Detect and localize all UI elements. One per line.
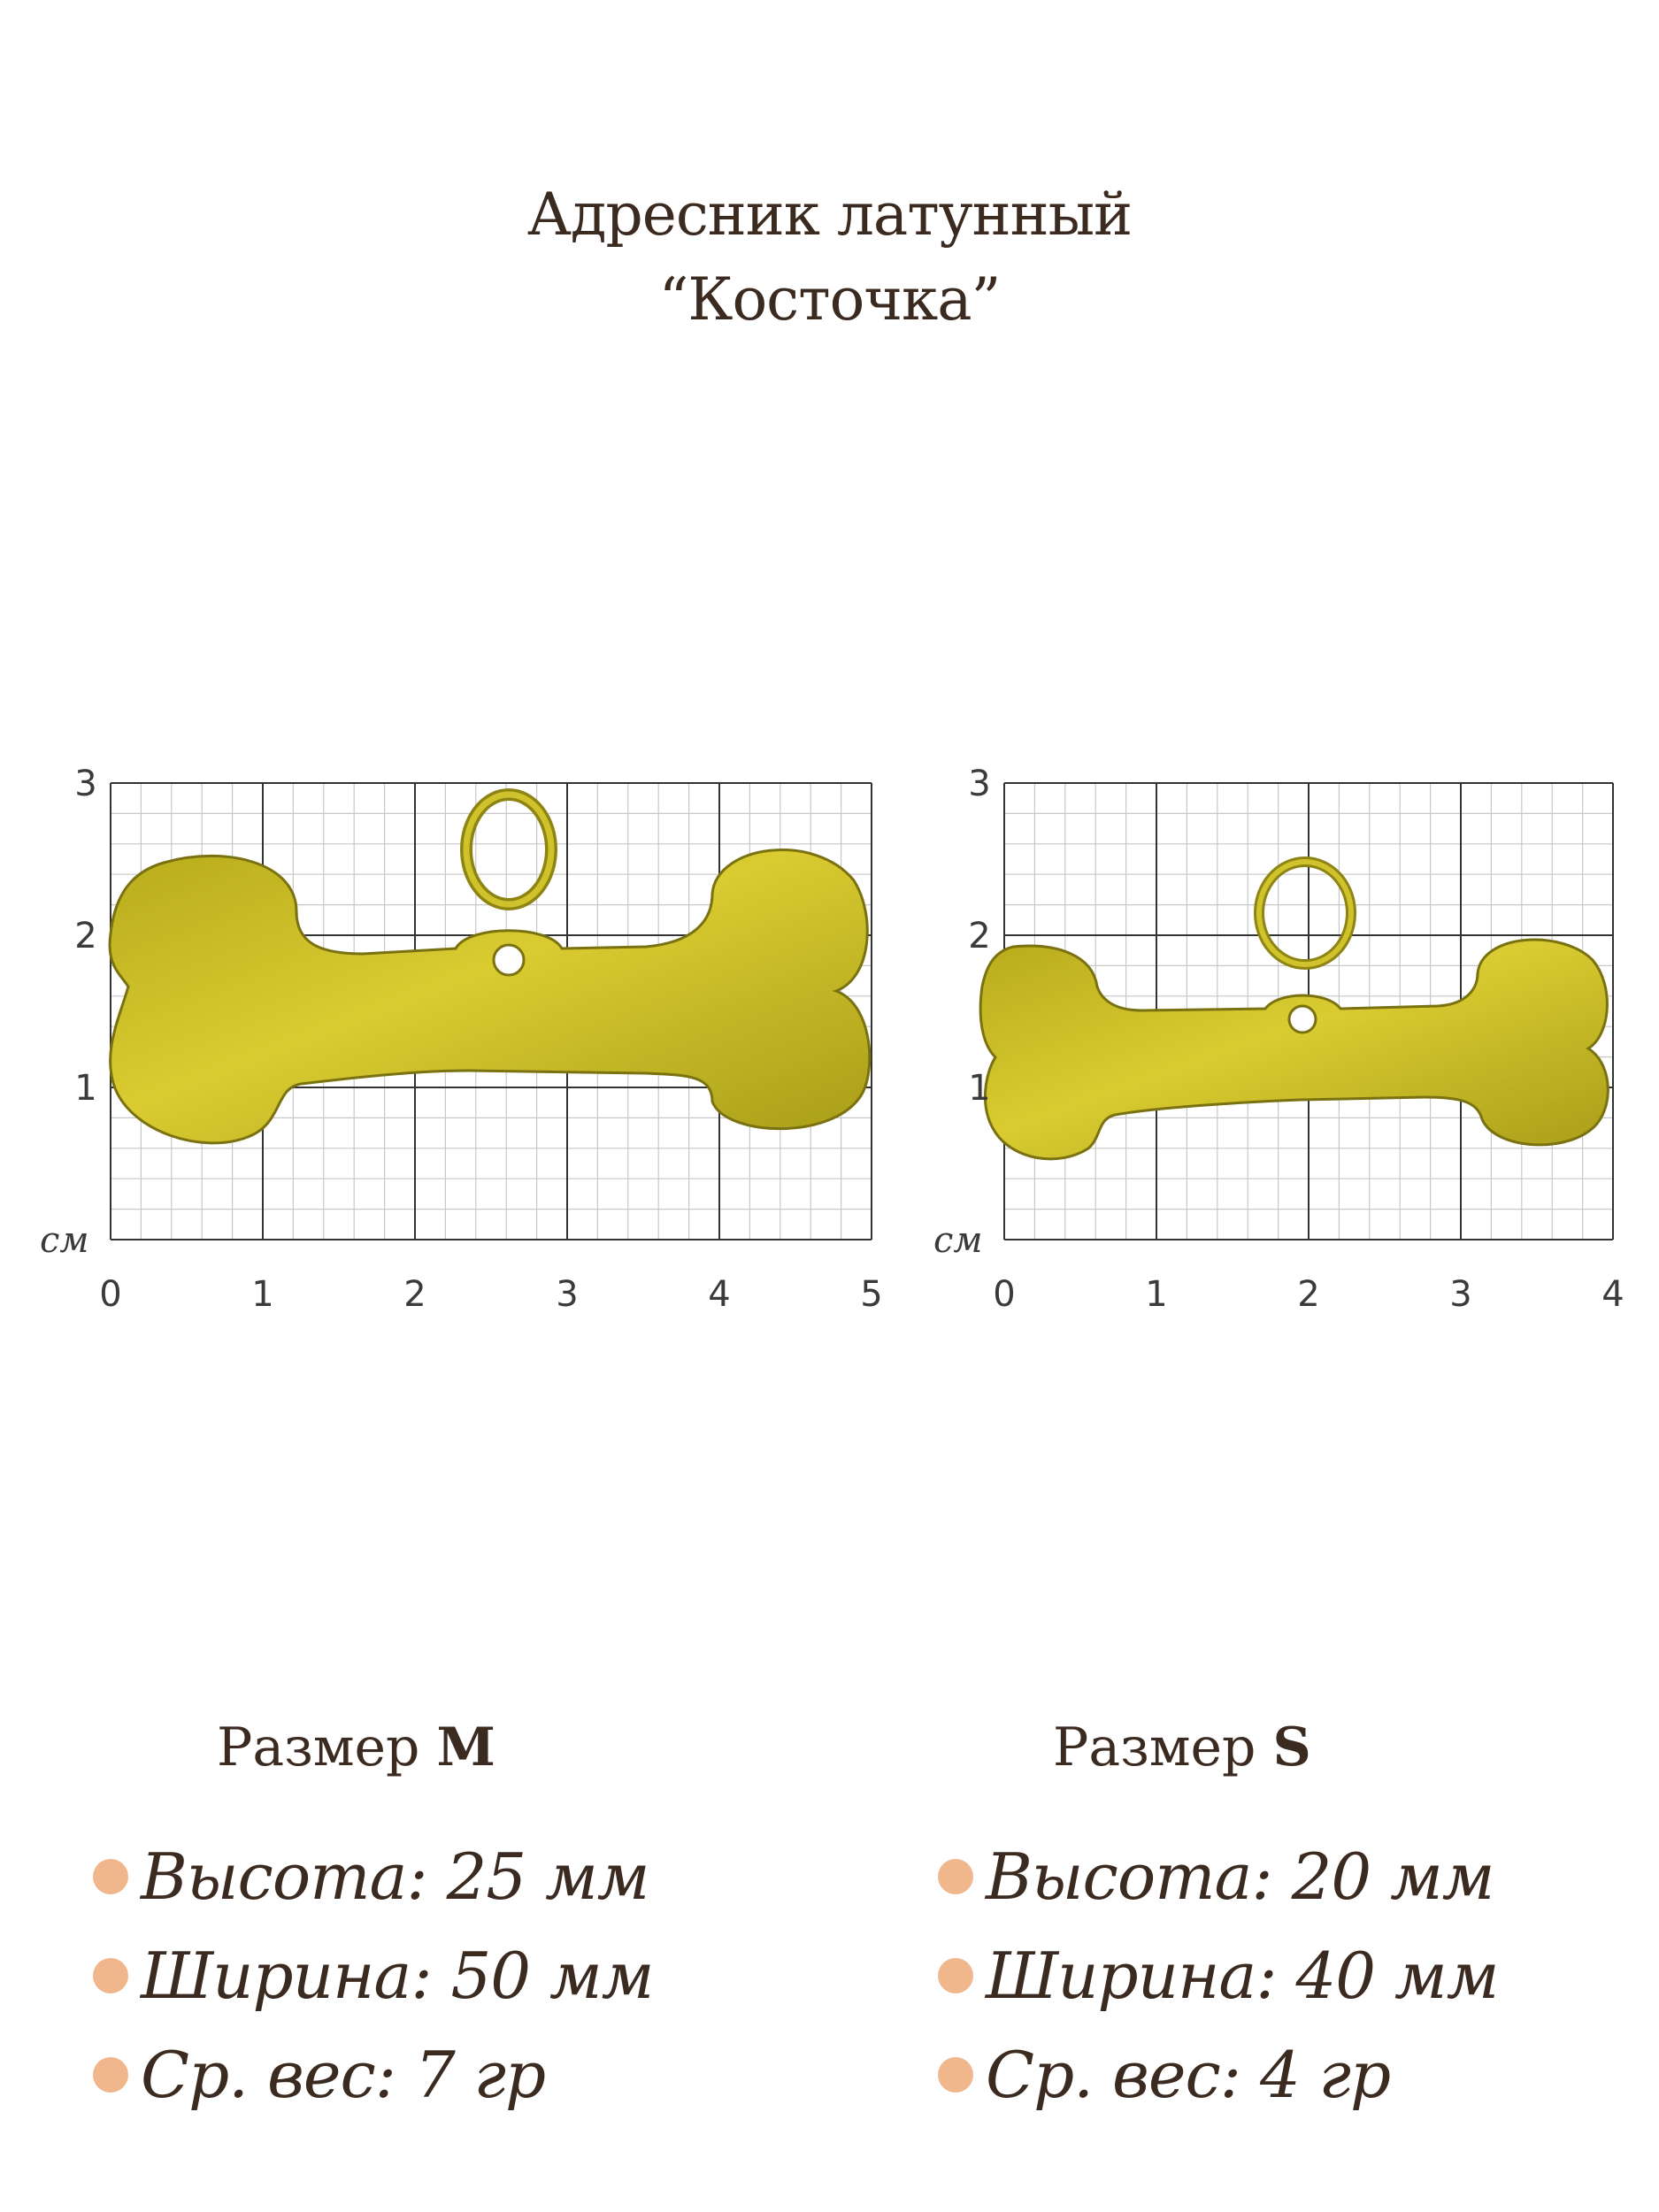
diagram-size-m bbox=[35, 761, 902, 1345]
spec-weight-s: Ср. вес: 4 гр bbox=[986, 2038, 1391, 2112]
y-tick-label: 3 bbox=[968, 764, 991, 804]
x-tick-label: 2 bbox=[403, 1274, 426, 1315]
x-tick-label: 0 bbox=[99, 1274, 122, 1315]
dog-bone-tag-m bbox=[110, 795, 870, 1143]
diagram-size-s bbox=[929, 761, 1637, 1345]
spec-item bbox=[938, 2025, 1498, 2124]
spec-list-m bbox=[93, 1827, 653, 2124]
unit-label-m: см bbox=[40, 1220, 89, 1261]
y-tick-label: 3 bbox=[74, 764, 97, 804]
dog-bone-tag-s bbox=[980, 862, 1608, 1159]
spec-item bbox=[938, 1827, 1498, 1926]
title-line-1: Адресник латунный bbox=[526, 180, 1133, 249]
y-tick-label: 2 bbox=[968, 916, 991, 956]
title-line-2: “Косточка” bbox=[658, 265, 1001, 334]
spec-width-m: Ширина: 50 мм bbox=[141, 1939, 654, 2013]
spec-width-s: Ширина: 40 мм bbox=[986, 1939, 1499, 2013]
bullet-icon bbox=[938, 1859, 973, 1894]
bullet-icon bbox=[938, 2057, 973, 2093]
spec-item bbox=[93, 1827, 653, 1926]
tag-hole bbox=[494, 945, 524, 975]
bullet-icon bbox=[93, 1859, 128, 1894]
bullet-icon bbox=[938, 1958, 973, 1993]
x-tick-label: 1 bbox=[251, 1274, 274, 1315]
x-tick-label: 3 bbox=[1449, 1274, 1472, 1315]
x-tick-label: 2 bbox=[1297, 1274, 1320, 1315]
bullet-icon bbox=[93, 2057, 128, 2093]
size-m-label: Размер bbox=[217, 1717, 420, 1778]
grid-diagram-s bbox=[929, 761, 1637, 1345]
x-tick-label: 5 bbox=[860, 1274, 883, 1315]
page-title bbox=[0, 173, 1659, 342]
y-tick-label: 1 bbox=[74, 1068, 97, 1109]
x-tick-label: 3 bbox=[556, 1274, 579, 1315]
bone-body bbox=[980, 940, 1608, 1159]
x-tick-label: 1 bbox=[1145, 1274, 1168, 1315]
spec-item bbox=[93, 2025, 653, 2124]
size-s-label: Размер bbox=[1053, 1717, 1256, 1778]
size-s-code: S bbox=[1272, 1717, 1311, 1778]
size-m-heading bbox=[217, 1717, 495, 1778]
x-tick-label: 0 bbox=[993, 1274, 1016, 1315]
x-tick-label: 4 bbox=[708, 1274, 731, 1315]
spec-height-s: Высота: 20 мм bbox=[986, 1839, 1494, 1914]
spec-weight-m: Ср. вес: 7 гр bbox=[141, 2038, 546, 2112]
spec-list-s bbox=[938, 1827, 1498, 2124]
y-tick-label: 1 bbox=[968, 1068, 991, 1109]
unit-label-s: см bbox=[933, 1220, 983, 1261]
bullet-icon bbox=[93, 1958, 128, 1993]
spec-item bbox=[938, 1926, 1498, 2025]
tag-hole bbox=[1289, 1006, 1316, 1033]
x-tick-label: 4 bbox=[1601, 1274, 1624, 1315]
size-s-heading bbox=[1053, 1717, 1311, 1778]
y-tick-label: 2 bbox=[74, 916, 97, 956]
spec-item bbox=[93, 1926, 653, 2025]
spec-height-m: Высота: 25 мм bbox=[141, 1839, 649, 1914]
grid-diagram-m bbox=[35, 761, 902, 1345]
size-m-code: M bbox=[436, 1717, 495, 1778]
